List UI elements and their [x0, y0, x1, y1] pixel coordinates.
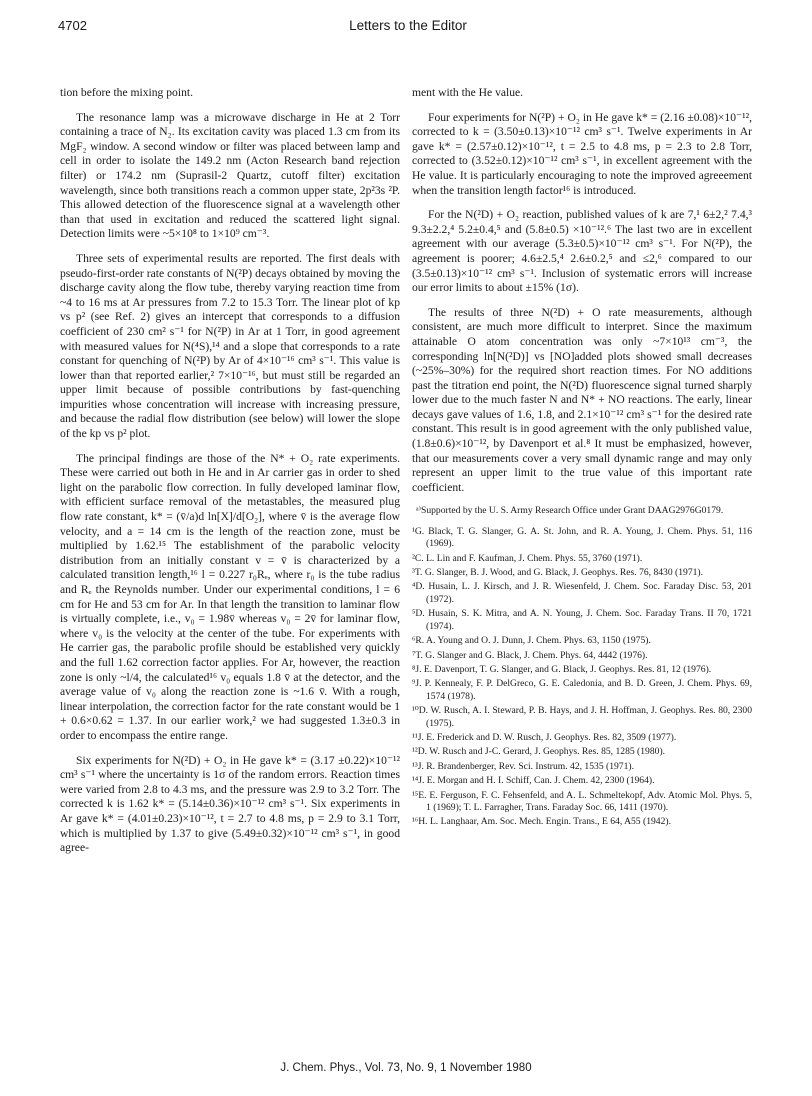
reference-item: ⁶R. A. Young and O. J. Dunn, J. Chem. Phys. 63, 1150 (1975). [412, 635, 651, 647]
paragraph: ment with the He value. [412, 86, 524, 99]
reference-item: ¹⁴J. E. Morgan and H. I. Schiff, Can. J. Chem. 42, 2300 (1964). [412, 775, 655, 787]
right-column [412, 86, 752, 831]
paragraph: The principal findings are those of the N* + O₂ rate experiments. These were carried out both in He and in Ar carrier gas in order to shed light on the parabolic flow correction. In fully developed laminar flow, with efficient surface removal of the metastables, the measured plug flow rate constant, k* = (v̄/a)d ln[X]/d[O₂], where v̄ is the average flow velocity, and a = 14 cm is the length of the reaction zone, must be multiplied by 1.62.¹⁵ The establishment of the parabolic velocity distribution from an initially constant v = v̄ is characterized by a calculated transition length,¹⁶ l = 0.227 r₀Rₑ, where r₀ is the tube radius and Rₑ the Reynolds number. Under our experimental conditions, l = 6 cm for He and 53 cm for Ar. In that length the transition to laminar flow is virtually complete, i.e., v₀ = 1.98v̄ whereas v₀ = 2v̄ for laminar flow, where v₀ is the velocity at the center of the tube. For experiments with He carrier gas, the parabolic profile should be established very quickly and the full 1.62 correction factor applies. For Ar, however, the reaction zone is only ~l/4, the calculated¹⁶ v₀ equals 1.8 v̄ at the detector, and the average value of v₀ along the reaction zone is ~1.6 v̄. With a rough, linear interpolation, the correction factor for the rate constant would be 1 + 0.6×0.62 = 1.37. In our earlier work,² we had suggested 1.3±0.3 in order to encompass the entire range. [60, 451, 400, 742]
running-title: Letters to the Editor [349, 18, 467, 33]
reference-item: ¹⁵E. E. Ferguson, F. C. Fehsenfeld, and A. L. Schmeltekopf, Adv. Atomic Mol. Phys. 5, 1 (1969); T. L. Farragher, Trans. Faraday Soc. 66, 1411 (1970). [412, 789, 752, 813]
paragraph: For the N(²D) + O₂ reaction, published values of k are 7,¹ 6±2,² 7.4,³ 9.3±2.2,⁴ 5.2±0.4,⁵ and (5.8±0.5) ×10⁻¹².⁶ The last two are in excellent agreement with our average (5.3±0.5)×10⁻¹² cm³ s⁻¹. For N(²P), the agreement is poorer; 4.6±2.5,⁴ 2.6±0.2,⁵ and ≤2,⁶ compared to our (3.5±0.13)×10⁻¹² cm³ s⁻¹. Inclusion of systematic errors will increase our error limits to about ±15% (1σ). [412, 208, 752, 295]
left-column [60, 86, 400, 866]
reference-item: ⁴D. Husain, L. J. Kirsch, and J. R. Wiesenfeld, J. Chem. Soc. Faraday Disc. 53, 201 (1972). [412, 581, 752, 605]
paragraph: tion before the mixing point. [60, 86, 193, 99]
reference-item: ²C. L. Lin and F. Kaufman, J. Chem. Phys. 55, 3760 (1971). [412, 552, 643, 564]
paragraph: The resonance lamp was a microwave discharge in He at 2 Torr containing a trace of N₂. Its excitation cavity was placed 1.3 cm from its MgF₂ window. A second window or filter was placed between lamp and cell in order to isolate the 149.2 nm (Acton Research band rejection filter) or 174.2 nm (Suprasil-2 Quartz, cutoff filter) excitation wavelength, since both transitions reach a common upper state, 2p²3s ²P. This allowed detection of the fluorescence signal at a wavelength other than that used in excitation and reduced the scattered light signal. Detection limits were ~5×10⁸ to 1×10⁹ cm⁻³. [60, 110, 400, 241]
reference-item: ⁵D. Husain, S. K. Mitra, and A. N. Young, J. Chem. Soc. Faraday Trans. II 70, 1721 (1974). [412, 608, 752, 632]
footnote: ᵃ⁾Supported by the U. S. Army Research Office under Grant DAAG2976G0179. [416, 505, 724, 517]
reference-item: ¹³J. R. Brandenberger, Rev. Sci. Instrum. 42, 1535 (1971). [412, 760, 634, 772]
page-header [58, 18, 758, 40]
reference-item: ¹⁰D. W. Rusch, A. I. Steward, P. B. Hays, and J. H. Hoffman, J. Geophys. Res. 80, 2300 (1975). [412, 705, 752, 729]
reference-item: ⁹J. P. Kennealy, F. P. DelGreco, G. E. Caledonia, and B. D. Green, J. Chem. Phys. 69, 1574 (1978). [412, 678, 752, 702]
reference-item: ⁸J. E. Davenport, T. G. Slanger, and G. Black, J. Geophys. Res. 81, 12 (1976). [412, 663, 712, 675]
paragraph: Six experiments for N(²D) + O₂ in He gave k* = (3.17 ±0.22)×10⁻¹² cm³ s⁻¹ where the uncertainty is 1σ of the random errors. Reaction times were varied from 2.8 to 4.3 ms, and the pressure was 2.9 to 3.2 Torr. The corrected k is 1.62 k* = (5.14±0.36)×10⁻¹² cm³ s⁻¹. Six experiments in Ar gave k* = (4.01±0.23)×10⁻¹², t = 2.7 to 4.8 ms, p = 2.9 to 3.1 Torr, which is multiplied by 1.37 to give (5.49±0.32)×10⁻¹² cm³ s⁻¹, in good agree- [60, 753, 400, 855]
reference-item: ¹⁶H. L. Langhaar, Am. Soc. Mech. Engin. Trans., E 64, A55 (1942). [412, 816, 671, 828]
reference-item: ¹²D. W. Rusch and J-C. Gerard, J. Geophys. Res. 85, 1285 (1980). [412, 746, 666, 758]
journal-citation-footer: J. Chem. Phys., Vol. 73, No. 9, 1 November 1980 [280, 1062, 532, 1074]
page-number: 4702 [58, 18, 87, 33]
paragraph: The results of three N(²D) + O rate measurements, although consistent, are much more difficult to interpret. Since the maximum attainable O atom concentration was only ~7×10¹³ cm⁻³, the corresponding ln[N(²D)] vs [NO]added plots showed small decreases (~25%–30%) for the required short reaction times. For NO additions past the titration end point, the N(²D) fluorescence signal turned sharply lower due to the much faster N and N* + NO reactions. The early, linear decays gave values of 1.6, 1.8, and 2.1×10⁻¹² cm³ s⁻¹ for the desired rate constant. This result is in good agreement with the only published value, (1.8±0.6)×10⁻¹², by Davenport et al.⁸ It must be emphasized, however, that our measurements cover a very small dynamic range and may only represent an upper limit to the true value of this important rate coefficient. [412, 305, 752, 494]
reference-item: ¹G. Black, T. G. Slanger, G. A. St. John, and R. A. Young, J. Chem. Phys. 51, 116 (1969). [412, 525, 752, 550]
paragraph: Four experiments for N(²P) + O₂ in He gave k* = (2.16 ±0.08)×10⁻¹², corrected to k = (3.50±0.13)×10⁻¹² cm³ s⁻¹. Twelve experiments in Ar gave k* = (2.57±0.12)×10⁻¹², t = 2.5 to 4.8 ms, p = 2.3 to 2.8 Torr, corrected to (3.52±0.12)×10⁻¹² cm³ s⁻¹, in excellent agreement with the He value. It is particularly encouraging to note the improved agreeement when the transition length factor¹⁶ is introduced. [412, 110, 752, 197]
paragraph: Three sets of experimental results are reported. The first deals with pseudo-first-order rate constants of N(²P) decays obtained by moving the discharge cavity along the flow tube, thereby varying reaction time from ~4 to 16 ms at Ar pressures from 7.2 to 15.3 Torr. The linear plot of kp vs p² (see Ref. 2) gives an intercept that corresponds to a diffusion coefficient of 230 cm² s⁻¹ for N(²P) in Ar at 1 Torr, in good agreement with measured values for N(⁴S),¹⁴ and a slope that corresponds to a rate constant for quenching of N(²P) by Ar of 4×10⁻¹⁶ cm³ s⁻¹. This value is lower than that reported earlier,² 7×10⁻¹⁶, but must still be regarded an upper limit because of possible contributions by fast-quenching impurities whose concentration will increase with increasing pressure, and because the radial flow distribution (see below) will lower the slope of the kp vs p² plot. [60, 251, 400, 441]
reference-item: ¹¹J. E. Frederick and D. W. Rusch, J. Geophys. Res. 82, 3509 (1977). [412, 731, 677, 743]
reference-list [412, 526, 752, 829]
reference-item: ⁷T. G. Slanger and G. Black, J. Chem. Phys. 64, 4442 (1976). [412, 649, 648, 661]
reference-item: ³T. G. Slanger, B. J. Wood, and G. Black, J. Geophys. Res. 76, 8430 (1971). [412, 567, 704, 579]
